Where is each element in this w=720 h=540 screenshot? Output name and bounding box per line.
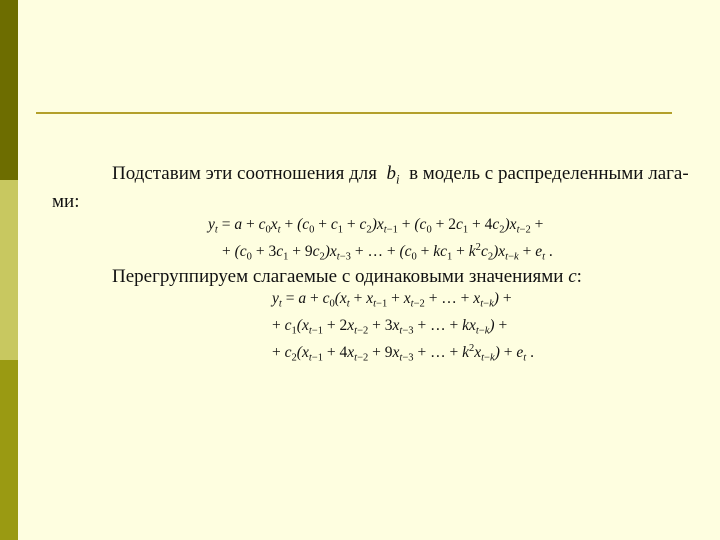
equation-1-line-1: $y_t = a + c_0x_t + (c_0 + c_1 + c_2)x_{t-1} + (c_0 + 2c_1 + 4c_2)x_{t-2}$ +	[208, 216, 544, 236]
intro-text-end: в модель с распределенными лага-	[409, 163, 689, 184]
regroup-colon: :	[576, 266, 582, 287]
title-divider	[36, 112, 672, 114]
equation-2-line-1: $y_t = a + c_0(x_t + x_{t-1} + x_{t-2}$ + … + $x_{t-k}$) +	[272, 290, 512, 310]
regroup-var-c: c	[568, 266, 577, 287]
regroup-text: Перегруппируем слагаемые с одинаковыми значениями	[112, 266, 564, 287]
equation-1-line-2: + $(c_0 + 3c_1 + 9c_2)x_{t-3}$ + … + $(c_0 + kc_1 + k^2c_2)x_{t-k} + e_t$ .	[222, 242, 553, 263]
sidebar-segment-middle	[0, 180, 18, 360]
sidebar-stripe	[0, 0, 18, 540]
equation-2-line-3: + $c_2(x_{t-1} + 4x_{t-2} + 9x_{t-3}$ + … + $k^2x_{t-k}) + e_t$ .	[272, 343, 534, 364]
regroup-line	[112, 266, 582, 288]
equation-2-line-2: + $c_1(x_{t-1} + 2x_{t-2} + 3x_{t-3}$ + … + $kx_{t-k}$) +	[272, 317, 508, 337]
intro-var-b: b	[386, 163, 396, 184]
sidebar-segment-top	[0, 0, 18, 180]
intro-text: Подставим эти соотношения для	[112, 163, 377, 184]
intro-line-2: ми:	[52, 191, 80, 212]
sidebar-segment-bottom	[0, 360, 18, 540]
intro-var-sub: i	[395, 171, 400, 187]
intro-line-1	[112, 163, 689, 185]
